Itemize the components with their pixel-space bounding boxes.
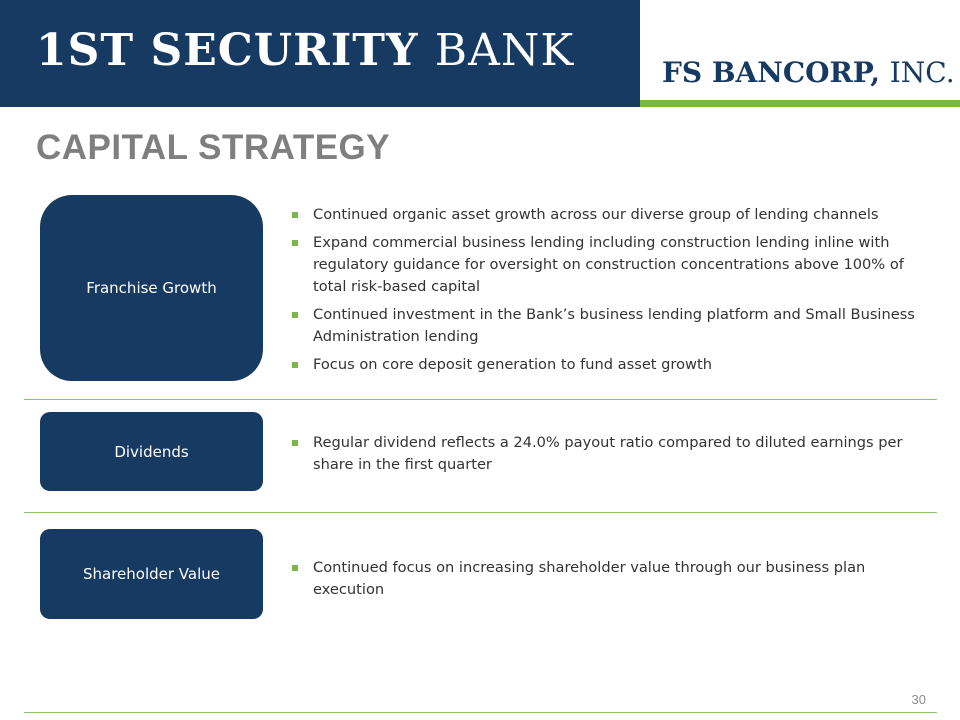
bullet-text: Focus on core deposit generation to fund asset growth [313,356,712,373]
bullet-item [290,557,920,601]
page-title: CAPITAL STRATEGY [36,128,391,167]
bullet-text: Continued investment in the Bank’s business lending platform and Small Business Administration lending [313,306,915,345]
section-divider [24,512,937,513]
footer-divider [24,712,937,713]
page-number: 30 [911,692,926,707]
bullet-item [290,304,920,348]
bullet-text: Expand commercial business lending including construction lending inline with regulatory guidance for oversight on construction concentrations above 100% of total risk-based capital [313,234,904,295]
fs-bancorp-logo [662,55,955,91]
bullet-item [290,432,920,476]
bullet-text: Regular dividend reflects a 24.0% payout ratio compared to diluted earnings per share in the first quarter [313,434,903,473]
bullet-item [290,204,920,226]
bullet-square-icon [292,565,298,571]
dividends-bullets [290,432,920,482]
shareholder-value-label: Shareholder Value [40,529,263,619]
header-rule-green [640,100,960,107]
franchise-growth-label: Franchise Growth [40,195,263,381]
shareholder-value-bullets [290,557,920,607]
bullet-text: Continued focus on increasing shareholder value through our business plan execution [313,559,866,598]
bullet-square-icon [292,312,298,318]
first-security-bank-logo [36,26,574,76]
bullet-square-icon [292,362,298,368]
bullet-square-icon [292,440,298,446]
logo-left-suffix: BANK [434,25,575,76]
franchise-growth-bullets [290,204,920,382]
bullet-text: Continued organic asset growth across our diverse group of lending channels [313,206,879,223]
bullet-item [290,232,920,298]
bullet-square-icon [292,240,298,246]
logo-right-prefix: FS BANCORP, [662,56,880,89]
logo-left-prefix: 1ST SECURITY [36,25,419,76]
section-divider [24,399,937,400]
logo-right-suffix: INC. [889,56,955,89]
bullet-item [290,354,920,376]
bullet-square-icon [292,212,298,218]
dividends-label: Dividends [40,412,263,491]
